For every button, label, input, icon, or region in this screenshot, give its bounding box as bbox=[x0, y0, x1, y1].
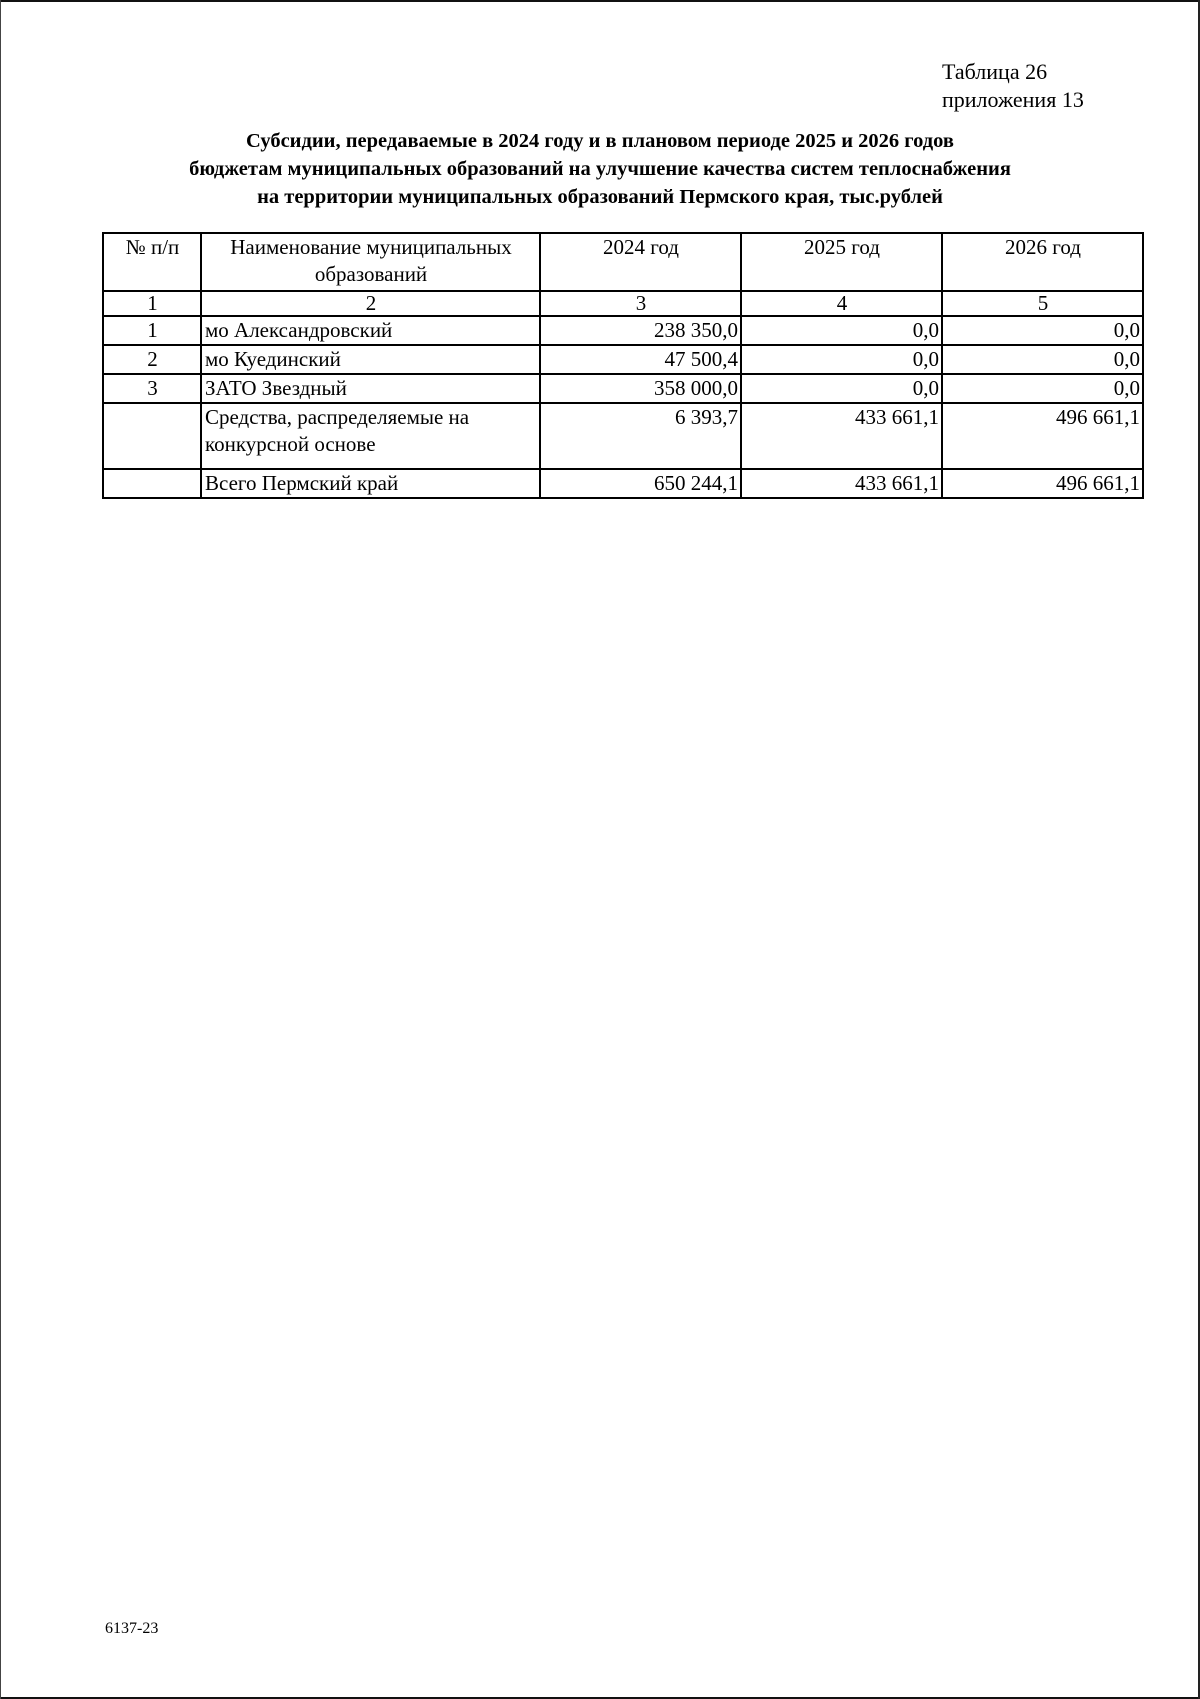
subsidies-table bbox=[102, 232, 1144, 499]
row-number bbox=[103, 469, 201, 498]
table-reference bbox=[942, 58, 1084, 114]
title-line-2: бюджетам муниципальных образований на улучшение качества систем теплоснабжения bbox=[189, 158, 1011, 180]
table-header-row bbox=[103, 233, 1143, 291]
table-row bbox=[103, 316, 1143, 345]
total-label: Всего Пермский край bbox=[201, 469, 540, 498]
column-index-row bbox=[103, 291, 1143, 316]
total-2024: 650 244,1 bbox=[540, 469, 741, 498]
column-index: 5 bbox=[942, 291, 1143, 316]
column-index: 4 bbox=[741, 291, 942, 316]
value-2024: 238 350,0 bbox=[540, 316, 741, 345]
scan-border-left bbox=[0, 0, 1, 1699]
municipality-name: Средства, распределяемые на конкурсной основе bbox=[201, 403, 540, 469]
row-number: 2 bbox=[103, 345, 201, 374]
table-number: Таблица 26 bbox=[942, 59, 1048, 84]
table-row bbox=[103, 374, 1143, 403]
row-number bbox=[103, 403, 201, 469]
municipality-name: мо Александровский bbox=[201, 316, 540, 345]
header-2026: 2026 год bbox=[942, 233, 1143, 291]
value-2026: 0,0 bbox=[942, 316, 1143, 345]
document-code: 6137-23 bbox=[105, 1620, 159, 1637]
value-2024: 358 000,0 bbox=[540, 374, 741, 403]
column-index: 3 bbox=[540, 291, 741, 316]
title-line-3: на территории муниципальных образований Пермского края, тыс.рублей bbox=[257, 186, 943, 208]
title-line-1: Субсидии, передаваемые в 2024 году и в плановом периоде 2025 и 2026 годов bbox=[246, 130, 954, 152]
table-row bbox=[103, 403, 1143, 469]
municipality-name: мо Куединский bbox=[201, 345, 540, 374]
appendix-reference: приложения 13 bbox=[942, 87, 1084, 112]
value-2025: 433 661,1 bbox=[741, 403, 942, 469]
value-2026: 0,0 bbox=[942, 345, 1143, 374]
header-2024: 2024 год bbox=[540, 233, 741, 291]
value-2026: 496 661,1 bbox=[942, 403, 1143, 469]
column-index: 2 bbox=[201, 291, 540, 316]
column-index: 1 bbox=[103, 291, 201, 316]
header-municipality: Наименование муниципальных образований bbox=[201, 233, 540, 291]
total-2025: 433 661,1 bbox=[741, 469, 942, 498]
value-2025: 0,0 bbox=[741, 316, 942, 345]
header-2025: 2025 год bbox=[741, 233, 942, 291]
value-2024: 47 500,4 bbox=[540, 345, 741, 374]
header-number: № п/п bbox=[103, 233, 201, 291]
scan-border-top bbox=[0, 0, 1200, 2]
value-2025: 0,0 bbox=[741, 374, 942, 403]
row-number: 3 bbox=[103, 374, 201, 403]
municipality-name: ЗАТО Звездный bbox=[201, 374, 540, 403]
value-2025: 0,0 bbox=[741, 345, 942, 374]
total-2026: 496 661,1 bbox=[942, 469, 1143, 498]
table-row bbox=[103, 345, 1143, 374]
row-number: 1 bbox=[103, 316, 201, 345]
total-row bbox=[103, 469, 1143, 498]
document-title bbox=[100, 127, 1100, 211]
value-2026: 0,0 bbox=[942, 374, 1143, 403]
value-2024: 6 393,7 bbox=[540, 403, 741, 469]
